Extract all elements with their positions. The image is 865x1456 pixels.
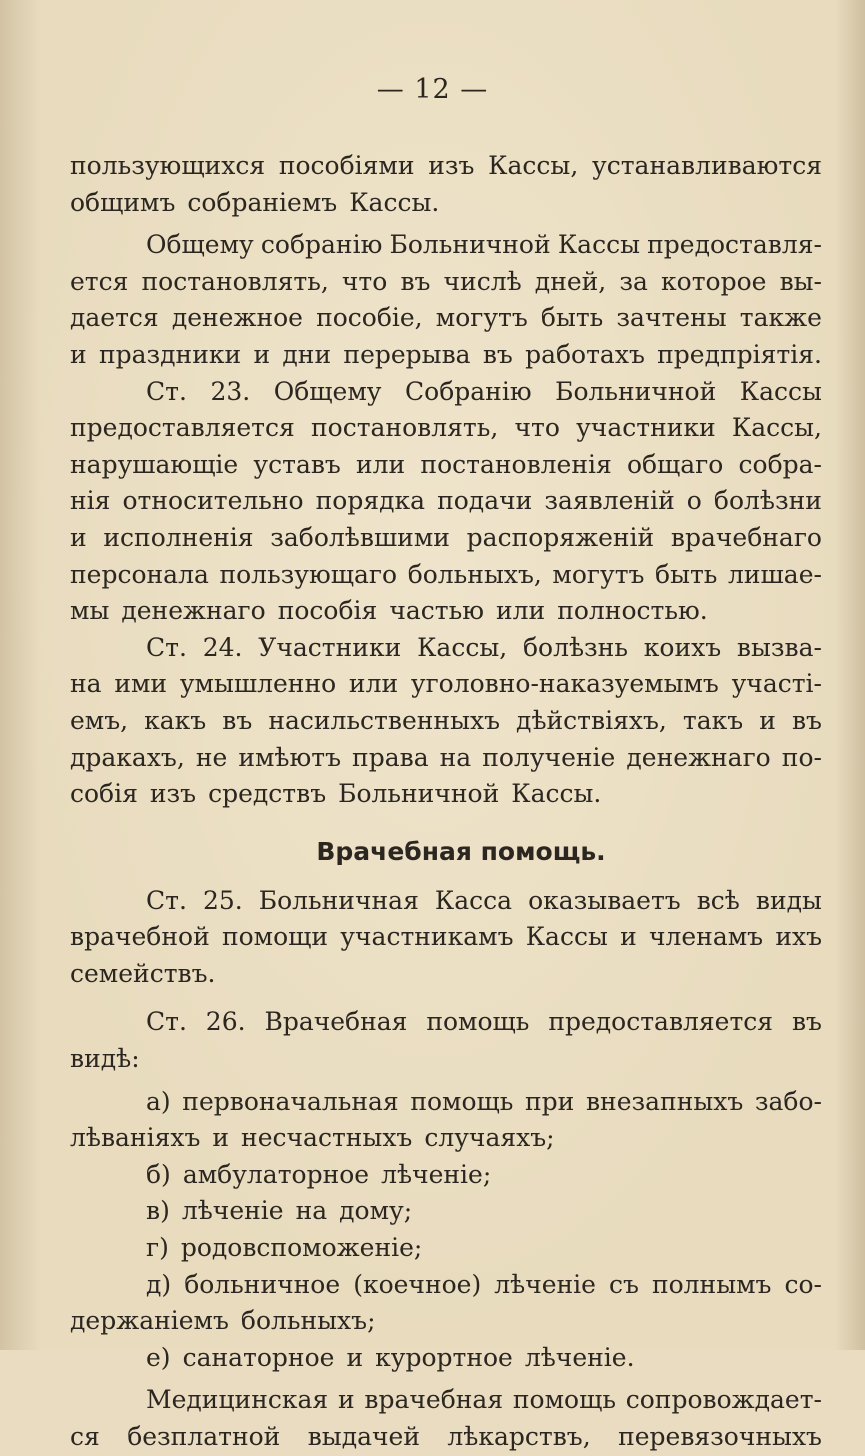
text-line: Общему собранію Больничной Кассы предоставля- [146, 230, 822, 260]
text-line: и исполненія заболѣвшими распоряженій врачебнаго [70, 522, 822, 552]
text-line: дракахъ, не имѣютъ права на полученіе денежнаго по- [70, 742, 822, 772]
text-line: семействъ. [70, 958, 216, 988]
text-line: ется постановлять, что въ числѣ дней, за которое вы- [70, 266, 822, 296]
section-heading: Врачебная помощь. [316, 836, 606, 866]
text-line: предоставляется постановлять, что участники Кассы, [70, 413, 822, 443]
text-line: Ст. 26. Врачебная помощь предоставляется въ [146, 1007, 822, 1037]
text-line: мы денежнаго пособія частью или полностью. [70, 596, 708, 626]
text-line: Ст. 25. Больничная Касса оказываетъ всѣ виды [146, 885, 822, 915]
text-line: пользующихся пособіями изъ Кассы, устанавливаются [70, 151, 822, 180]
list-item: а) первоначальная помощь при внезапныхъ забо- [146, 1086, 822, 1116]
text-line: нія относительно порядка подачи заявленій о болѣзни [70, 486, 822, 516]
text-line: и праздники и дни перерыва въ работахъ предпріятія. [70, 339, 822, 369]
list-item: е) санаторное и курортное лѣченіе. [146, 1342, 635, 1372]
text-line: Медицинская и врачебная помощь сопровождает- [146, 1385, 822, 1415]
page-number: — 12 — [376, 74, 489, 105]
text-line: Ст. 23. Общему Собранію Больничной Кассы [146, 376, 822, 406]
text-line: дается денежное пособіе, могутъ быть зачтены также [70, 303, 822, 333]
text-line: собія изъ средствъ Больничной Кассы. [70, 779, 602, 809]
text-line: нарушающіе уставъ или постановленія общаго собра- [70, 449, 822, 479]
text-line: на ими умышленно или уголовно-наказуемымъ участі- [70, 669, 822, 699]
text-line: лѣваніяхъ и несчастныхъ случаяхъ; [70, 1123, 555, 1153]
text-line: видѣ: [70, 1044, 140, 1074]
text-line: емъ, какъ въ насильственныхъ дѣйствіяхъ, такъ и въ [70, 705, 822, 735]
list-item: д) больничное (коечное) лѣченіе съ полнымъ со- [146, 1269, 822, 1299]
text-line: Ст. 24. Участники Кассы, болѣзнь коихъ вызва- [146, 632, 822, 662]
page-body [70, 148, 822, 1456]
text-line: держаніемъ больныхъ; [70, 1306, 376, 1336]
list-item: г) родовспоможеніе; [146, 1233, 423, 1263]
text-line: врачебной помощи участникамъ Кассы и членамъ ихъ [70, 922, 822, 952]
list-item: в) лѣченіе на дому; [146, 1196, 413, 1226]
text-line: общимъ собраніемъ Кассы. [70, 187, 440, 217]
text-line: персонала пользующаго больныхъ, могутъ быть лишае- [70, 559, 822, 589]
list-item: б) амбулаторное лѣченіе; [146, 1159, 492, 1189]
text-line: ся безплатной выдачей лѣкарствъ, перевязочныхъ [70, 1422, 822, 1451]
